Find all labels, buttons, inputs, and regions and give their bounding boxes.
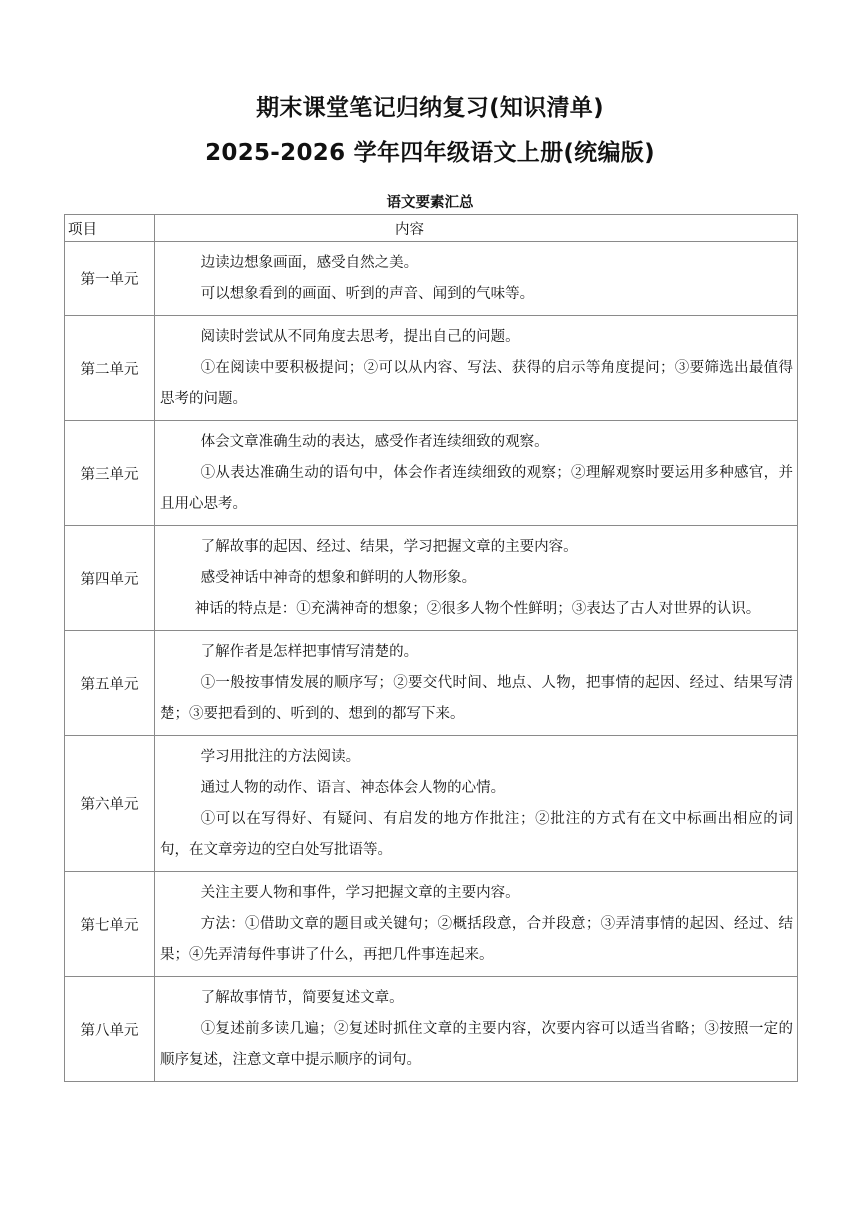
unit-content — [155, 977, 798, 1082]
table-row — [65, 316, 798, 421]
content-paragraph: ①复述前多读几遍；②复述时抓住文章的主要内容，次要内容可以适当省略；③按照一定的顺序复述，注意文章中提示顺序的词句。 — [160, 1021, 793, 1068]
content-paragraph: 阅读时尝试从不同角度去思考，提出自己的问题。 — [200, 329, 520, 345]
unit-label: 第一单元 — [65, 242, 155, 316]
unit-label: 第三单元 — [65, 421, 155, 526]
content-paragraph: ①一般按事情发展的顺序写；②要交代时间、地点、人物，把事情的起因、经过、结果写清楚；③要把看到的、听到的、想到的都写下来。 — [160, 675, 793, 722]
content-paragraph: 学习用批注的方法阅读。 — [200, 749, 361, 765]
unit-label: 第六单元 — [65, 736, 155, 872]
content-paragraph: 感受神话中神奇的想象和鲜明的人物形象。 — [200, 570, 477, 586]
content-paragraph: 体会文章准确生动的表达，感受作者连续细致的观察。 — [200, 434, 549, 450]
unit-label: 第八单元 — [65, 977, 155, 1082]
content-paragraph: 了解故事的起因、经过、结果，学习把握文章的主要内容。 — [200, 539, 578, 555]
unit-content — [155, 736, 798, 872]
unit-content — [155, 242, 798, 316]
table-row — [65, 631, 798, 736]
unit-content — [155, 526, 798, 631]
content-paragraph: ①在阅读中要积极提问；②可以从内容、写法、获得的启示等角度提问；③要筛选出最值得思考的问题。 — [160, 360, 793, 407]
content-paragraph: 可以想象看到的画面、听到的声音、闻到的气味等。 — [200, 286, 535, 302]
unit-label: 第七单元 — [65, 872, 155, 977]
header-item: 项目 — [65, 215, 155, 242]
unit-content — [155, 316, 798, 421]
table-row — [65, 421, 798, 526]
title-line-1: 期末课堂笔记归纳复习(知识清单) — [256, 95, 604, 121]
summary-table — [64, 214, 798, 1082]
table-row — [65, 526, 798, 631]
content-paragraph: 神话的特点是：①充满神奇的想象；②很多人物个性鲜明；③表达了古人对世界的认识。 — [194, 601, 761, 617]
unit-content — [155, 631, 798, 736]
content-paragraph: 通过人物的动作、语言、神态体会人物的心情。 — [200, 780, 506, 796]
unit-label: 第二单元 — [65, 316, 155, 421]
content-paragraph: 边读边想象画面，感受自然之美。 — [200, 255, 419, 271]
table-row — [65, 736, 798, 872]
unit-content — [155, 872, 798, 977]
table-row — [65, 872, 798, 977]
unit-content — [155, 421, 798, 526]
content-paragraph: 方法：①借助文章的题目或关键句；②概括段意，合并段意；③弄清事情的起因、经过、结果；④先弄清每件事讲了什么，再把几件事连起来。 — [160, 916, 793, 963]
table-row — [65, 977, 798, 1082]
title-line-2: 2025-2026 学年四年级语文上册(统编版) — [205, 140, 655, 166]
unit-label: 第五单元 — [65, 631, 155, 736]
table-caption: 语文要素汇总 — [386, 195, 474, 211]
table-row — [65, 242, 798, 316]
document-title — [0, 86, 860, 176]
table-header-row — [65, 215, 798, 242]
content-paragraph: 了解作者是怎样把事情写清楚的。 — [200, 644, 419, 660]
content-paragraph: ①从表达准确生动的语句中，体会作者连续细致的观察；②理解观察时要运用多种感官，并且用心思考。 — [160, 465, 793, 512]
content-paragraph: 了解故事情节，简要复述文章。 — [200, 990, 404, 1006]
header-content: 内容 — [155, 215, 798, 242]
content-paragraph: 关注主要人物和事件，学习把握文章的主要内容。 — [200, 885, 520, 901]
unit-label: 第四单元 — [65, 526, 155, 631]
content-paragraph: ①可以在写得好、有疑问、有启发的地方作批注；②批注的方式有在文中标画出相应的词句，在文章旁边的空白处写批语等。 — [160, 811, 793, 858]
